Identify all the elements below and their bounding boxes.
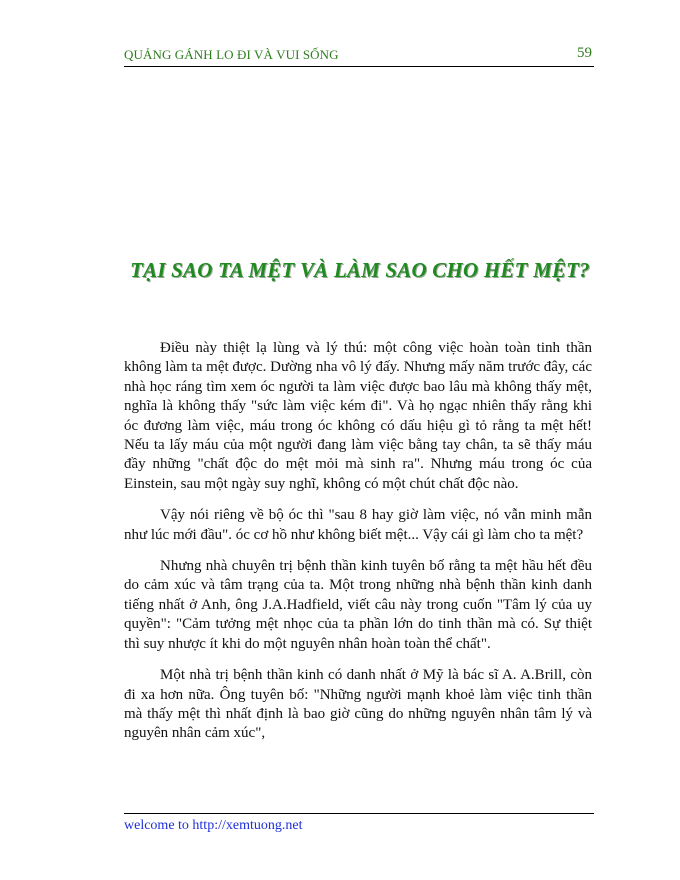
running-title: QUẢNG GÁNH LO ĐI VÀ VUI SỐNG bbox=[124, 47, 339, 62]
body-text bbox=[124, 339, 592, 756]
page-footer bbox=[124, 813, 594, 833]
paragraph: Một nhà trị bệnh thần kinh có danh nhất ở Mỹ là bác sĩ A. A.Brill, còn đi xa hơn nữa. Ông tuyên bố: "Những người mạnh khoẻ làm việc tinh thần mà thấy mệt thì nhất định là bao giờ cũng do những nguyên nhân tâm lý và nguyên nhân cảm xúc", bbox=[124, 667, 592, 742]
chapter-title: TẠI SAO TA MỆT VÀ LÀM SAO CHO HẾT MỆT? bbox=[130, 258, 590, 282]
paragraph: Vậy nói riêng về bộ óc thì "sau 8 hay giờ làm việc, nó vẫn minh mẫn như lúc mới đầu". óc cơ hồ như không biết mệt... Vậy cái gì làm cho ta mệt? bbox=[124, 507, 592, 543]
page-header bbox=[124, 44, 594, 67]
page-number: 59 bbox=[577, 45, 592, 61]
paragraph: Điều này thiệt lạ lùng và lý thú: một công việc hoàn toàn tinh thần không làm ta mệt được. Dường nha vô lý đấy. Nhưng mấy năm trước đây, các nhà học ráng tìm xem óc người ta làm việc được bao lâu mà không thấy mệt, nghĩa là không thấy "sức làm việc kém đi". Và họ ngạc nhiên thấy rằng khi óc đương làm việc, máu trong óc không có dấu hiệu gì tỏ rằng ta mệt hết! Nếu ta lấy máu của một người đang làm việc bằng tay chân, ta sẽ thấy máu đầy những "chất độc do mệt mỏi mà sinh ra". Nhưng máu trong óc của Einstein, sau một ngày suy nghĩ, không có một chút chất độc nào. bbox=[124, 340, 592, 492]
footer-link[interactable]: welcome to http://xemtuong.net bbox=[124, 818, 303, 833]
paragraph: Nhưng nhà chuyên trị bệnh thần kinh tuyên bố rằng ta mệt hầu hết đều do cảm xúc và tâm trạng của ta. Một trong những nhà bệnh thần kinh danh tiếng nhất ở Anh, ông J.A.Hadfield, viết câu này trong cuốn "Tâm lý của uy quyền": "Cảm tưởng mệt nhọc của ta phần lớn do tinh thần mà có. Sự thiệt thì suy nhược ít khi do một nguyên nhân hoàn toàn thể chất". bbox=[124, 558, 592, 652]
